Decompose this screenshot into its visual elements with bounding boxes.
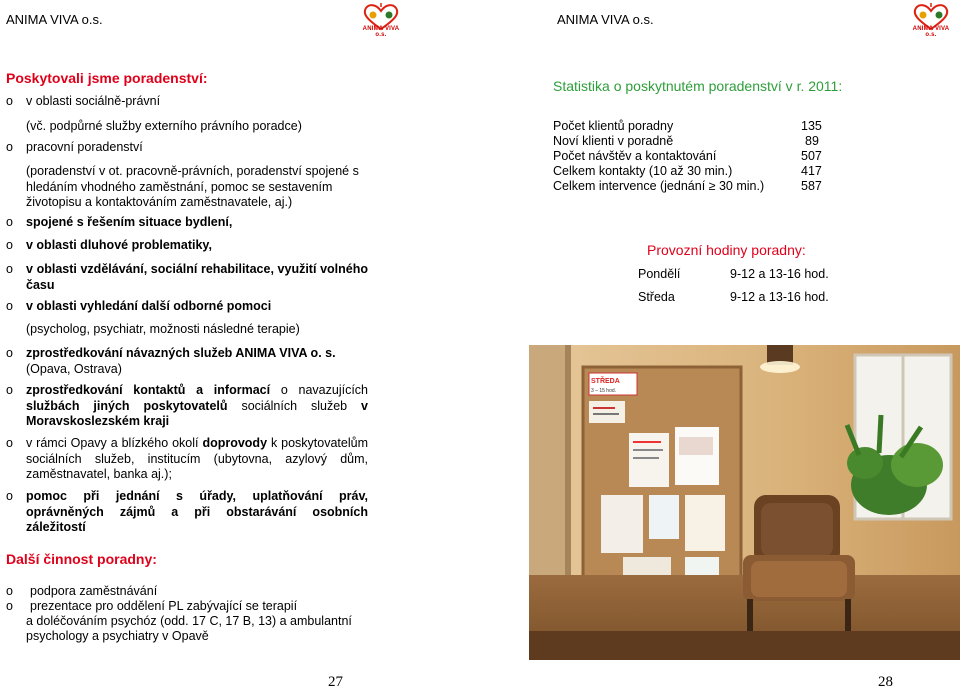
list-item bbox=[6, 262, 368, 296]
stats-heading: Statistika o poskytnutém poradenství v r. 2011: bbox=[553, 78, 843, 94]
svg-text:STŘEDA: STŘEDA bbox=[591, 378, 620, 385]
list-bullet: o bbox=[6, 383, 13, 397]
header-org-left: ANIMA VIVA o.s. bbox=[6, 12, 103, 27]
stats-row bbox=[553, 164, 853, 180]
header-org-right: ANIMA VIVA o.s. bbox=[557, 12, 654, 27]
list-item-text: zprostředkování návazných služeb ANIMA VIVA o. s. bbox=[26, 346, 336, 360]
list-bullet: o bbox=[6, 346, 13, 360]
page-number-right: 28 bbox=[878, 674, 893, 690]
list-item bbox=[6, 383, 368, 431]
hours-heading: Provozní hodiny poradny: bbox=[647, 242, 806, 258]
stats-value: 135 bbox=[801, 119, 822, 133]
list-bullet: o bbox=[6, 238, 13, 252]
list-item-text: v rámci Opavy a blízkého okolí doprovody k poskytovatelům sociálních služeb, institucím (ubytovna, azylový dům, zaměstnavatel, banka aj.); bbox=[26, 436, 368, 481]
stats-row bbox=[553, 134, 853, 150]
stats-value: 89 bbox=[805, 134, 819, 148]
list-item-subtext: (vč. podpůrné služby externího právního poradce) bbox=[26, 119, 302, 133]
list-item-text: v oblasti vzdělávání, sociální rehabilitace, využití volného času bbox=[26, 262, 368, 292]
left-heading: Poskytovali jsme poradenství: bbox=[6, 70, 208, 86]
list-bullet: o bbox=[6, 215, 13, 229]
list-bullet: o bbox=[6, 599, 13, 613]
stats-value: 587 bbox=[801, 179, 822, 193]
list-item bbox=[6, 436, 368, 484]
list-item-subtext: (psycholog, psychiatr, možnosti následné terapie) bbox=[26, 322, 300, 336]
counseling-room-photo bbox=[529, 345, 960, 660]
other-activity-heading: Další činnost poradny: bbox=[6, 551, 157, 567]
list-item-text: pomoc při jednání s úřady, uplatňování práv, oprávněných zájmů a při obstarávání osobních záležitostí bbox=[26, 489, 368, 534]
list-item-text: prezentace pro oddělení PL zabývající se terapií bbox=[30, 599, 298, 613]
list-item-text: psychology a psychiatry v Opavě bbox=[26, 629, 209, 643]
stats-row bbox=[553, 149, 853, 165]
list-item-sub bbox=[6, 164, 368, 212]
list-item-subtext: (poradenství v ot. pracovně-právních, poradenství spojené s hledáním vhodného zaměstnání, pomoc se sestavením životopisu a kontaktováním zaměstnavatele, aj.) bbox=[26, 164, 359, 209]
stats-label: Celkem kontakty (10 až 30 min.) bbox=[553, 164, 733, 178]
hours-time: 9-12 a 13-16 hod. bbox=[730, 267, 829, 281]
stats-label: Počet návštěv a kontaktování bbox=[553, 149, 717, 163]
list-bullet: o bbox=[6, 94, 13, 108]
list-item-text: a doléčováním psychóz (odd. 17 C, 17 B, 13) a ambulantní bbox=[26, 614, 352, 628]
hours-time: 9-12 a 13-16 hod. bbox=[730, 290, 829, 304]
list-item-text: v oblasti vyhledání další odborné pomoci bbox=[26, 299, 272, 313]
anima-viva-logo-left: ANIMA VIVA o.s. bbox=[358, 2, 404, 38]
room-photo-image bbox=[529, 345, 960, 660]
anima-viva-logo-right: ANIMA VIVA o.s. bbox=[908, 2, 954, 38]
svg-text:3 – 15 hod.: 3 – 15 hod. bbox=[591, 388, 617, 394]
list-item-subtext: (Opava, Ostrava) bbox=[26, 362, 122, 376]
hours-day: Pondělí bbox=[638, 267, 681, 281]
list-item-text: podpora zaměstnávání bbox=[30, 584, 158, 598]
list-item-text: spojené s řešením situace bydlení, bbox=[26, 215, 233, 229]
list-bullet: o bbox=[6, 140, 13, 154]
list-bullet: o bbox=[6, 584, 13, 598]
list-item bbox=[6, 489, 368, 537]
stats-value: 417 bbox=[801, 164, 822, 178]
stats-label: Celkem intervence (jednání ≥ 30 min.) bbox=[553, 179, 765, 193]
list-bullet: o bbox=[6, 299, 13, 313]
stats-value: 507 bbox=[801, 149, 822, 163]
list-item-text: v oblasti sociálně-právní bbox=[26, 94, 161, 108]
stats-row bbox=[553, 119, 853, 135]
list-item-text: v oblasti dluhové problematiky, bbox=[26, 238, 212, 252]
page-number-left: 27 bbox=[328, 674, 343, 690]
stats-row bbox=[553, 179, 853, 195]
list-bullet: o bbox=[6, 262, 13, 276]
list-item-text: zprostředkování kontaktů a informací o navazujících službách jiných poskytovatelů sociálních služeb v Moravskoslezském kraji bbox=[26, 383, 368, 428]
stats-label: Noví klienti v poradně bbox=[553, 134, 674, 148]
stats-label: Počet klientů poradny bbox=[553, 119, 674, 133]
list-bullet: o bbox=[6, 436, 13, 450]
list-item-text: pracovní poradenství bbox=[26, 140, 143, 154]
list-bullet: o bbox=[6, 489, 13, 503]
hours-day: Středa bbox=[638, 290, 675, 304]
